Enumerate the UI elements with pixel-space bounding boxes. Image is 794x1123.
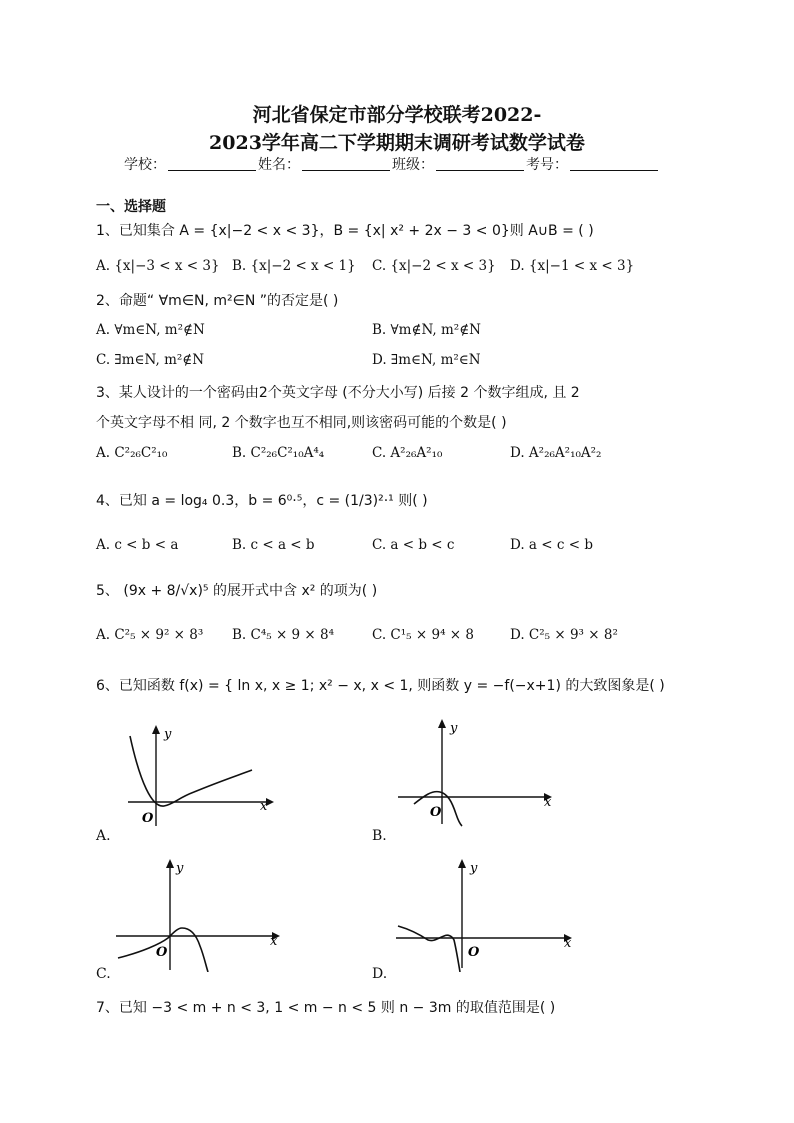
q2-option-a: A. ∀m∈N, m²∉N — [96, 322, 205, 338]
q1-option-a: A. {x|−3 < x < 3} — [96, 258, 220, 274]
school-blank[interactable] — [168, 156, 256, 171]
q4-option-c: C. a < b < c — [372, 537, 455, 553]
q2-option-c: C. ∃m∈N, m²∉N — [96, 352, 205, 368]
q4-option-b: B. c < a < b — [232, 537, 315, 553]
q5-stem: 5、 (9x + 8/√x)⁵ 的展开式中含 x² 的项为( ) — [96, 583, 378, 599]
q6-stem: 6、已知函数 f(x) = { ln x, x ≥ 1; x² − x, x < 1, 则函数 y = −f(−x+1) 的大致图象是( ) — [96, 678, 665, 694]
q6-option-c: C. — [96, 966, 111, 982]
q6-graph-c-x-label: x — [270, 934, 278, 949]
q3-stem-line1: 3、某人设计的一个密码由2个英文字母 (不分大小写) 后接 2 个数字组成, 且 2 — [96, 385, 580, 401]
q6-graph-a — [118, 722, 278, 830]
q1-option-b: B. {x|−2 < x < 1} — [232, 258, 356, 274]
section-heading: 一、选择题 — [96, 199, 166, 215]
name-label: 姓名： — [258, 157, 300, 173]
q3-option-b: B. C²₂₆C²₁₀A⁴₄ — [232, 445, 325, 461]
exam-title-line2: 2023学年高二下学期期末调研考试数学试卷 — [209, 132, 585, 154]
q6-graph-b-origin: O — [430, 805, 442, 820]
q6-graph-a-origin: O — [142, 811, 154, 826]
q6-graph-a-x-label: x — [260, 799, 268, 814]
q3-option-d: D. A²₂₆A²₁₀A²₂ — [510, 445, 602, 461]
q3-option-a: A. C²₂₆C²₁₀ — [96, 445, 168, 461]
q6-option-a: A. — [96, 828, 111, 844]
name-blank[interactable] — [302, 156, 390, 171]
q6-graph-d — [392, 856, 576, 972]
q4-stem: 4、已知 a = log₄ 0.3，b = 6⁰·⁵，c = (1/3)²·¹ 则( ) — [96, 493, 428, 509]
q5-option-d: D. C²₅ × 9³ × 8² — [510, 627, 618, 643]
q6-graph-d-origin: O — [468, 945, 480, 960]
q1-option-d: D. {x|−1 < x < 3} — [510, 258, 635, 274]
q6-graph-b-x-label: x — [544, 795, 552, 810]
q6-graph-d-x-label: x — [564, 936, 572, 951]
q6-graph-d-y-label: y — [470, 861, 478, 876]
q4-option-a: A. c < b < a — [96, 537, 179, 553]
q6-graph-a-y-label: y — [164, 727, 172, 742]
q5-option-b: B. C⁴₅ × 9 × 8⁴ — [232, 627, 335, 643]
school-label: 学校： — [124, 157, 166, 173]
q6-graph-b — [394, 716, 558, 828]
q2-option-d: D. ∃m∈N, m²∈N — [372, 352, 481, 368]
class-blank[interactable] — [436, 156, 524, 171]
q1-stem: 1、已知集合 A = {x|−2 < x < 3}，B = {x| x² + 2x − 3 < 0}则 A∪B = ( ) — [96, 223, 594, 239]
q5-option-c: C. C¹₅ × 9⁴ × 8 — [372, 627, 474, 643]
q4-option-d: D. a < c < b — [510, 537, 593, 553]
id-blank[interactable] — [570, 156, 658, 171]
q6-option-b: B. — [372, 828, 387, 844]
student-info-row — [124, 154, 660, 174]
q6-graph-b-y-label: y — [450, 721, 458, 736]
q3-option-c: C. A²₂₆A²₁₀ — [372, 445, 443, 461]
q2-option-b: B. ∀m∉N, m²∉N — [372, 322, 481, 338]
class-label: 班级： — [392, 157, 434, 173]
q2-stem: 2、命题“ ∀m∈N, m²∈N ”的否定是( ) — [96, 293, 339, 309]
q6-graph-c — [112, 856, 282, 972]
q5-option-a: A. C²₅ × 9² × 8³ — [96, 627, 204, 643]
id-label: 考号： — [526, 157, 568, 173]
q6-graph-c-origin: O — [156, 945, 168, 960]
q6-graph-c-y-label: y — [176, 861, 184, 876]
q6-option-d: D. — [372, 966, 388, 982]
q7-stem: 7、已知 −3 < m + n < 3, 1 < m − n < 5 则 n − 3m 的取值范围是( ) — [96, 1000, 556, 1016]
q1-option-c: C. {x|−2 < x < 3} — [372, 258, 496, 274]
exam-title-line1: 河北省保定市部分学校联考2022- — [252, 104, 542, 126]
q3-stem-line2: 个英文字母不相 同, 2 个数字也互不相同,则该密码可能的个数是( ) — [96, 415, 507, 431]
